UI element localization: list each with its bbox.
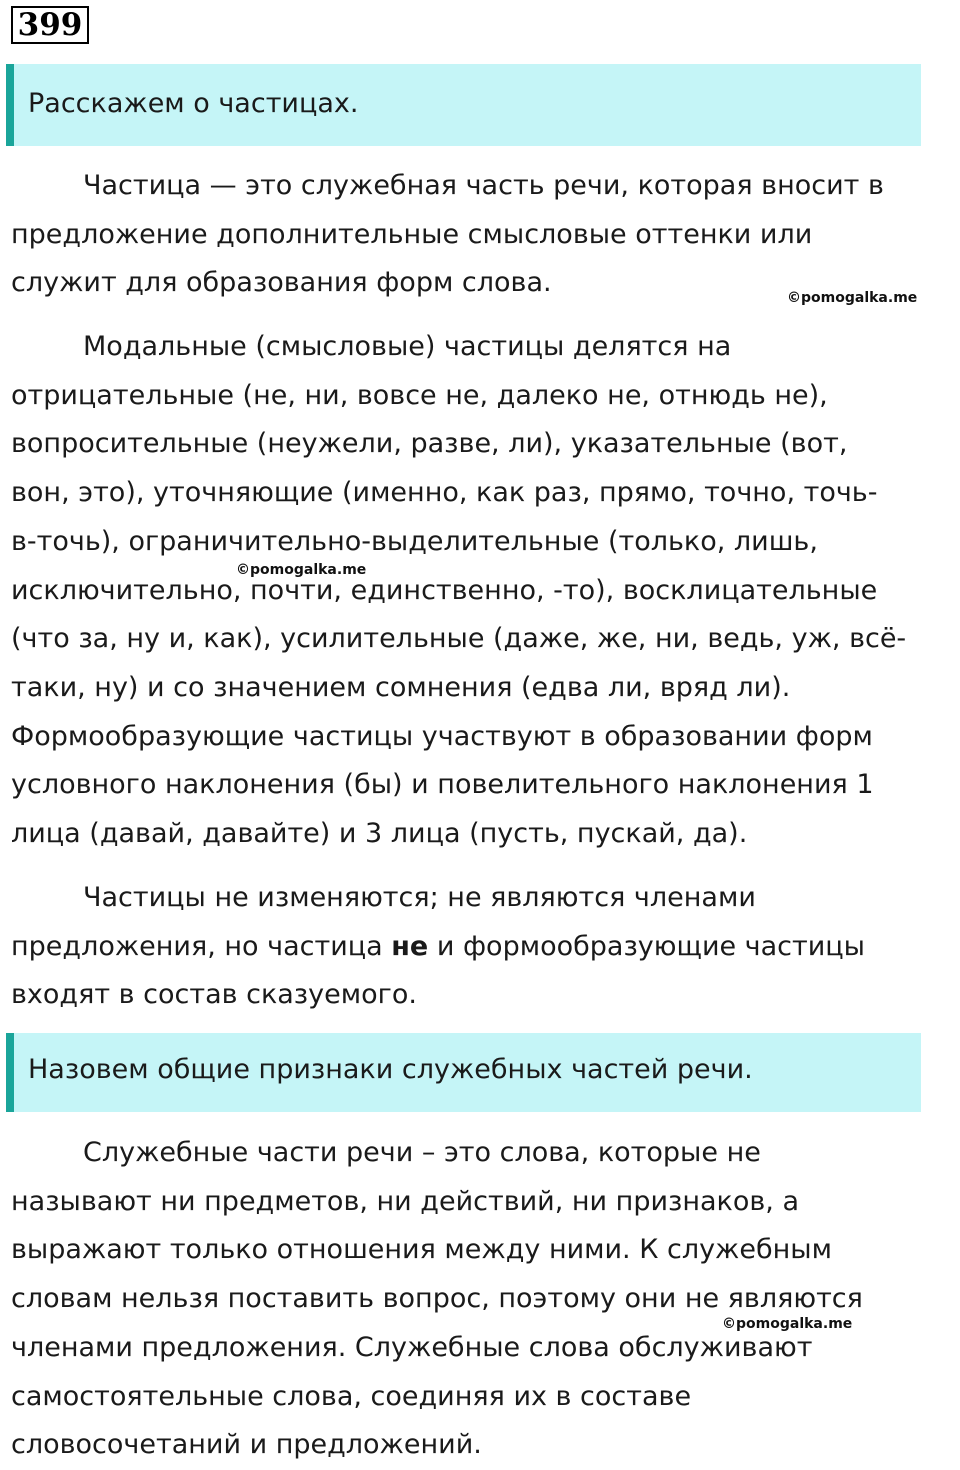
text-line: называют ни предметов, ни действий, ни признаков, а bbox=[11, 1185, 800, 1217]
text-line: таки, ну) и со значением сомнения (едва ли, вряд ли). bbox=[11, 671, 791, 703]
text-line: Частицы не изменяются; не являются членами bbox=[83, 882, 756, 913]
watermark: ©pomogalka.me bbox=[787, 290, 918, 306]
section-heading-function-words bbox=[6, 1033, 921, 1112]
text-line: самостоятельные слова, соединяя их в составе bbox=[11, 1380, 692, 1412]
text-segment: и формообразующие частицы bbox=[428, 930, 865, 962]
paragraph-particle-definition bbox=[11, 162, 946, 308]
text-line bbox=[11, 923, 946, 972]
text-line: (что за, ну и, как), усилительные (даже, же, ни, ведь, уж, всё- bbox=[11, 623, 907, 655]
text-line: предложение дополнительные смысловые оттенки или bbox=[11, 218, 813, 250]
text-line: вон, это), уточняющие (именно, как раз, прямо, точно, точь- bbox=[11, 477, 878, 509]
section-heading-particles bbox=[6, 64, 921, 146]
bold-word: не bbox=[391, 930, 429, 962]
text-line: членами предложения. Служебные слова обслуживают bbox=[11, 1331, 813, 1363]
text-line: Частица — это служебная часть речи, которая вносит в bbox=[83, 170, 884, 201]
text-line: в-точь), ограничительно-выделительные (только, лишь, bbox=[11, 525, 818, 557]
text-line: вопросительные (неужели, разве, ли), указательные (вот, bbox=[11, 428, 848, 460]
text-line: входят в состав сказуемого. bbox=[11, 979, 417, 1011]
text-line: служит для образования форм слова. bbox=[11, 267, 552, 299]
watermark: ©pomogalka.me bbox=[236, 562, 367, 578]
text-line: условного наклонения (бы) и повелительного наклонения 1 bbox=[11, 769, 874, 801]
paragraph-particle-types bbox=[11, 323, 946, 859]
watermark: ©pomogalka.me bbox=[722, 1316, 853, 1332]
text-line: Модальные (смысловые) частицы делятся на bbox=[83, 331, 732, 362]
section-heading-text: Назовем общие признаки служебных частей речи. bbox=[28, 1054, 753, 1085]
text-segment: предложения, но частица bbox=[11, 930, 392, 962]
text-line: словам нельзя поставить вопрос, поэтому они не являются bbox=[11, 1283, 863, 1315]
text-line: исключительно, почти, единственно, -то), восклицательные bbox=[11, 574, 878, 606]
paragraph-function-words bbox=[11, 1129, 946, 1470]
text-line: выражают только отношения между ними. К служебным bbox=[11, 1234, 832, 1266]
text-line: Формообразующие частицы участвуют в образовании форм bbox=[11, 720, 873, 752]
text-line: отрицательные (не, ни, вовсе не, далеко не, отнюдь не), bbox=[11, 379, 828, 411]
text-line: словосочетаний и предложений. bbox=[11, 1429, 482, 1461]
text-line: Служебные части речи – это слова, которые не bbox=[83, 1137, 761, 1168]
paragraph-particle-properties bbox=[11, 874, 946, 1020]
text-line: лица (давай, давайте) и 3 лица (пусть, пускай, да). bbox=[11, 818, 748, 850]
task-number: 399 bbox=[11, 6, 89, 44]
section-heading-text: Расскажем о частицах. bbox=[28, 88, 359, 119]
